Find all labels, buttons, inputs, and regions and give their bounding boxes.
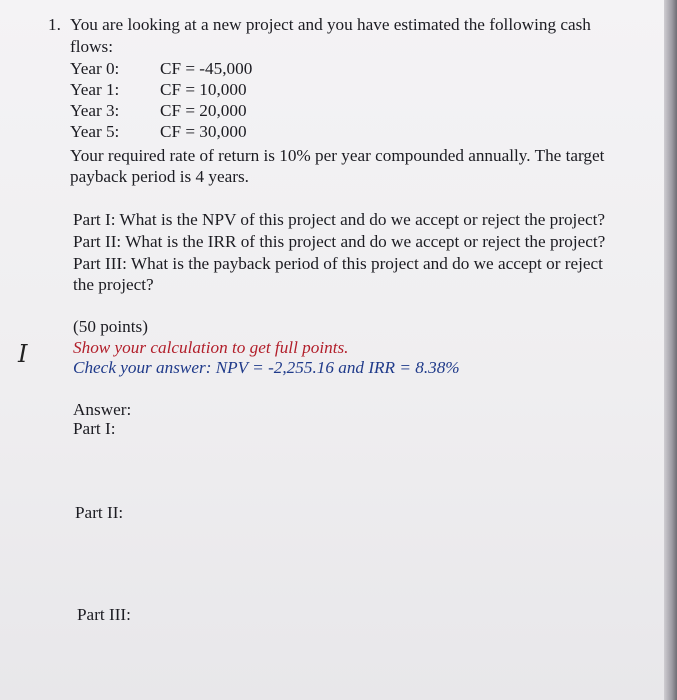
cash-flow-value: CF = 20,000 [160, 101, 247, 120]
part2-question: Part II: What is the IRR of this project and do we accept or reject the project? [73, 232, 606, 251]
question-intro-line2: flows: [70, 37, 113, 56]
part3-question-line1: Part III: What is the payback period of this project and do we accept or reject [73, 254, 603, 273]
cash-flow-value: CF = -45,000 [160, 59, 253, 78]
page-edge-shadow [664, 0, 677, 700]
cash-flow-value: CF = 10,000 [160, 80, 247, 99]
part3-question-line2: the project? [73, 275, 154, 294]
cash-flow-year: Year 5: [70, 122, 120, 141]
cash-flow-year: Year 1: [70, 80, 120, 99]
answer-heading: Answer: [73, 400, 132, 419]
answer-part3-label: Part III: [77, 605, 131, 624]
answer-part1-label: Part I: [73, 419, 116, 438]
rate-line2: payback period is 4 years. [70, 167, 249, 186]
answer-part2-label: Part II: [75, 503, 124, 522]
text-cursor-icon: I [18, 340, 28, 368]
part1-question: Part I: What is the NPV of this project and do we accept or reject the project? [73, 210, 605, 229]
cash-flow-year: Year 3: [70, 101, 120, 120]
cash-flow-year: Year 0: [70, 59, 120, 78]
points-note: (50 points) [73, 317, 148, 336]
cash-flow-value: CF = 30,000 [160, 122, 247, 141]
show-calculation-note: Show your calculation to get full points. [73, 338, 349, 357]
check-answer-note: Check your answer: NPV = -2,255.16 and IRR = 8.38% [73, 358, 460, 377]
rate-line1: Your required rate of return is 10% per year compounded annually. The target [70, 146, 605, 165]
question-number: 1. [48, 15, 61, 34]
question-intro-line1: You are looking at a new project and you have estimated the following cash [70, 15, 591, 34]
